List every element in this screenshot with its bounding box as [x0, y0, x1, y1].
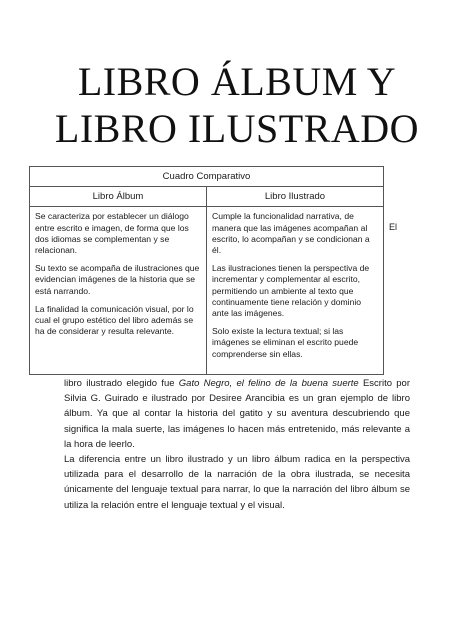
cell-album [30, 207, 207, 374]
column-header-ilustrado: Libro Ilustrado [207, 187, 384, 207]
album-paragraph: La finalidad la comunicación visual, por lo cual el grupo estético del libro además se ha de considerar y resulta relevante. [35, 303, 194, 337]
comparison-table [29, 166, 384, 375]
paragraph-1-start: libro ilustrado elegido fue [64, 378, 179, 389]
table-row [30, 207, 384, 374]
book-title: Gato Negro, el felino de la buena suerte [178, 378, 359, 389]
body-paragraph-2: La diferencia entre un libro ilustrado y un libro álbum radica en la perspectiva utilizada para el desarrollo de la narración de la obra ilustrada, se necesita únicamente del lenguaje textual para narrar, lo que la narración del libro álbum se utiliza la relación entre el lenguaje textual y el visual. [64, 454, 410, 511]
column-header-album: Libro Álbum [30, 187, 207, 207]
title-line-1: LIBRO ÁLBUM Y [77, 59, 397, 104]
album-paragraph: Se caracteriza por establecer un diálogo entre escrito e imagen, de forma que los dos idiomas se complementan y se relacionan. [35, 211, 189, 256]
ilustrado-paragraph: Solo existe la lectura textual; si las imágenes se eliminan el escrito puede comprenderse sin ellas. [212, 326, 359, 359]
ilustrado-paragraph: Cumple la funcionalidad narrativa, de manera que las imágenes acompañan al escrito, lo acompañan y se condicionan a él. [212, 211, 370, 256]
ilustrado-paragraph: Las ilustraciones tienen la perspectiva de incrementar y complementar al escrito, permitiendo un ambiente al texto que continuamente tiene relación y dominio ante las imágenes. [212, 263, 370, 319]
wrapped-word: El [389, 222, 398, 232]
paragraph-1-end: Escrito por Silvia G. Guirado e ilustrado por Desiree Arancibia es un gran ejemplo de libro álbum. Ya que al contar la historia del gatito y su aventura descubriendo que significa la mala suerte, las imágenes lo hacen más entretenido, más relevante a la hora de leerlo. [64, 378, 410, 450]
table-caption: Cuadro Comparativo [30, 167, 384, 187]
album-paragraph: Su texto se acompaña de ilustraciones que evidencian imágenes de la historia que se está narrando. [35, 263, 200, 296]
title-line-2: LIBRO ILUSTRADO [54, 106, 420, 151]
body-paragraph-1 [64, 376, 410, 452]
table-caption-row [30, 167, 384, 187]
document-title [0, 58, 474, 152]
cell-ilustrado [207, 207, 384, 374]
table-header-row [30, 187, 384, 207]
